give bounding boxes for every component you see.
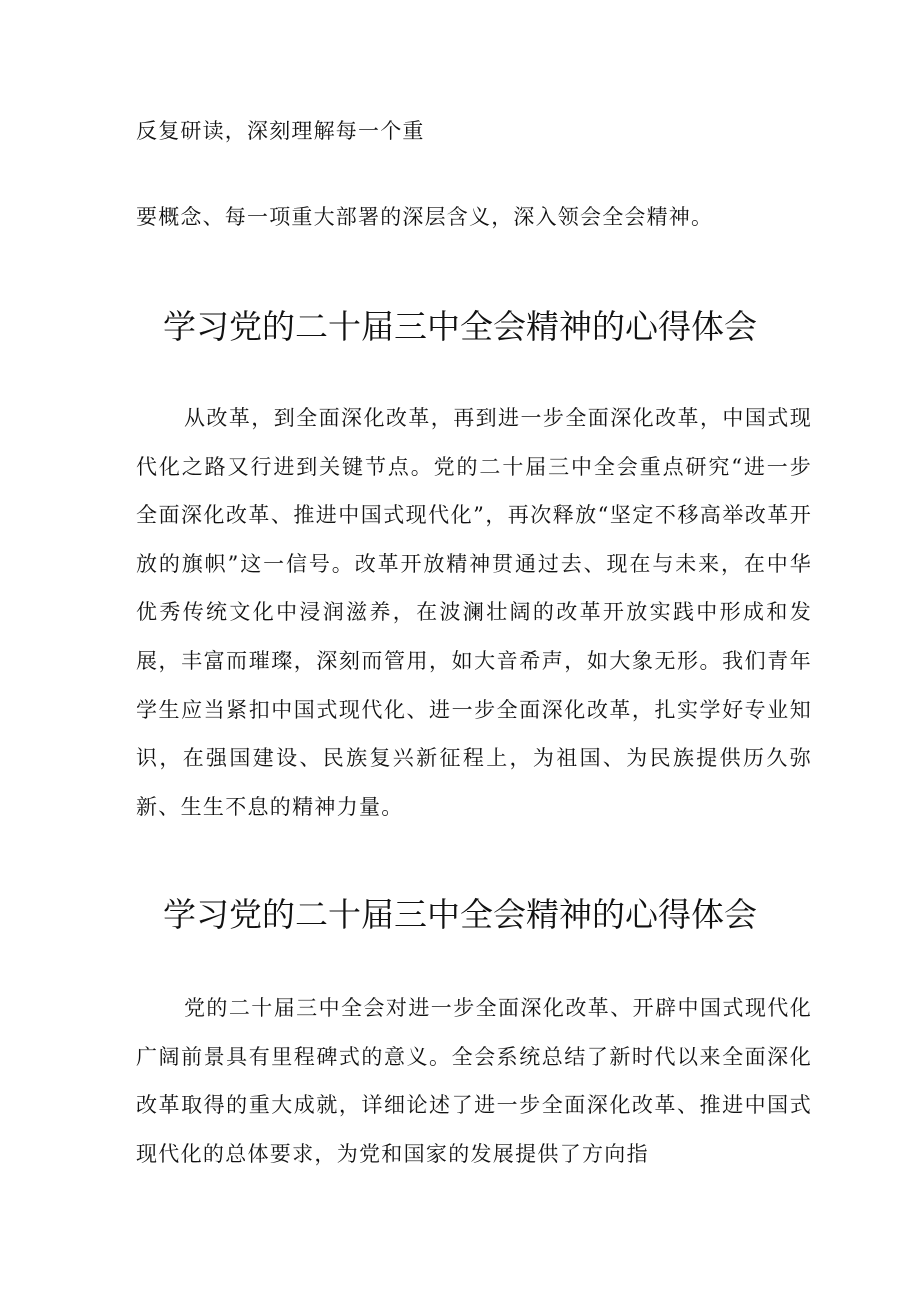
lead-line-1: 反复研读，深刻理解每一个重	[136, 119, 425, 143]
section-body-2: 党的二十届三中全会对进一步全面深化改革、开辟中国式现代化广阔前景具有里程碑式的意义。全会系统总结了新时代以来全面深化改革取得的重大成就，详细论述了进一步全面深化改革、推进中国式现代化的总体要求，为党和国家的发展提供了方向指	[136, 996, 812, 1166]
section-heading-2: 学习党的二十届三中全会精神的心得体会	[163, 895, 757, 934]
section-heading-1: 学习党的二十届三中全会精神的心得体会	[163, 307, 757, 346]
lead-line-2: 要概念、每一项重大部署的深层含义，深入领会全会精神。	[136, 205, 714, 229]
section-body-1: 从改革，到全面深化改革，再到进一步全面深化改革，中国式现代化之路又行进到关键节点。党的二十届三中全会重点研究“进一步全面深化改革、推进中国式现代化”，再次释放“坚定不移高举改革开放的旗帜”这一信号。改革开放精神贯通过去、现在与未来，在中华优秀传统文化中浸润滋养，在波澜壮阔的改革开放实践中形成和发展，丰富而璀璨，深刻而管用，如大音希声，如大象无形。我们青年学生应当紧扣中国式现代化、进一步全面深化改革，扎实学好专业知识，在强国建设、民族复兴新征程上，为祖国、为民族提供历久弥新、生生不息的精神力量。	[136, 406, 812, 819]
